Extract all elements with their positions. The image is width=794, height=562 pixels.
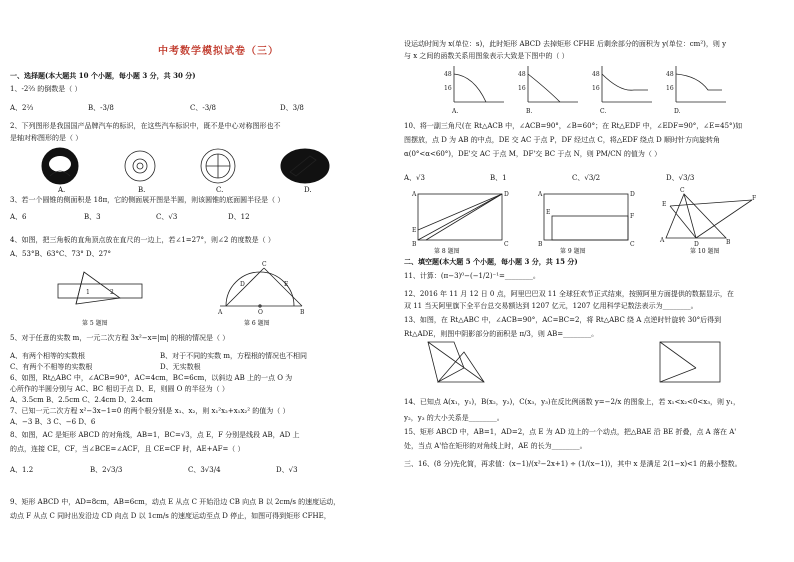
svg-text:C: C (630, 241, 635, 248)
svg-text:48: 48 (444, 71, 452, 78)
q1-stem: 1、-2⅔ 的倒数是（ ） (10, 85, 82, 93)
q2-label-b: B. (138, 186, 146, 194)
q2-car-logos (40, 146, 340, 190)
svg-text:B: B (726, 239, 731, 246)
q10-option-b: B、1 (490, 174, 507, 182)
q1-option-d: D、3/8 (280, 104, 304, 112)
q6-options: A、3.5cm B、2.5cm C、2.4cm D、2.4cm (10, 396, 153, 404)
q4-line2: A、53°B、63°C、73° D、27° (10, 250, 112, 258)
svg-text:D: D (240, 281, 245, 288)
q9-line1: 9、矩形 ABCD 中，AD=8cm，AB=6cm，动点 E 从点 C 开始沿边 CB 向点 B 以 2cm/s 的速度运动， (10, 498, 341, 506)
q5-option-c: C、有两个不相等的实数根 (10, 363, 93, 371)
q16: 三、16、(8 分)先化简，再求值：(x−1)/(x²−2x+1) ÷ (1/(x−1))，其中 x 是满足 2(1−x)<1 的最小整数。 (404, 460, 742, 468)
q2-label-d: D. (304, 186, 312, 194)
page-title: 中考数学模拟试卷（三） (158, 46, 279, 57)
q10-option-c: C、√3/2 (572, 174, 601, 182)
q9-graph-b (518, 66, 578, 102)
svg-text:F: F (630, 213, 635, 220)
svg-text:F: F (752, 195, 757, 202)
q1-option-b: B、-3/8 (88, 104, 114, 112)
svg-text:16: 16 (592, 85, 600, 92)
svg-text:C: C (262, 261, 267, 268)
q10-option-a: A、√3 (404, 174, 425, 182)
svg-text:16: 16 (518, 85, 526, 92)
svg-text:E: E (284, 281, 289, 288)
q9-graph-label-d: D. (674, 108, 681, 115)
q5-option-d: D、无实数根 (160, 363, 201, 371)
svg-text:2: 2 (110, 289, 114, 296)
fig9-caption: 第 9 题图 (560, 248, 586, 255)
svg-text:48: 48 (592, 71, 600, 78)
svg-text:E: E (546, 209, 551, 216)
q3-line1: 3、若一个圆锥的侧面积是 18π，它的侧面展开图是半圆，则该圆锥的底面圆半径是（ ） (10, 196, 285, 204)
fig5-caption: 第 5 题图 (82, 320, 108, 327)
q9-graph-label-b: B. (526, 108, 533, 115)
svg-text:48: 48 (666, 71, 674, 78)
q8-option-a: A、1.2 (10, 466, 34, 474)
svg-text:D: D (630, 191, 635, 198)
q9-graph-d (666, 66, 726, 102)
fig8-rectangle (412, 190, 508, 246)
svg-text:C: C (680, 187, 685, 194)
q9-line3: 设运动时间为 x(单位：s)，此时矩形 ABCD 去掉矩形 CFHE 后剩余部分的面积为 y(单位：cm²)，则 y (404, 40, 727, 48)
svg-text:A: A (218, 309, 223, 316)
q13-line2: Rt△ADE，则图中阴影部分的面积是 π/3，则 AB=________。 (404, 330, 599, 338)
q15-line2: 处，当点 A'恰在矩形的对角线上时，AE 的长为________。 (404, 442, 587, 450)
svg-text:O: O (258, 309, 263, 316)
q13-line1: 13、如图，在 Rt△ABC 中，∠ACB=90°，AC=BC=2，将 Rt△ABC 绕 A 点逆时针旋转 30°后得到 (404, 316, 722, 324)
q10-option-d: D、√3/3 (666, 174, 695, 182)
q12-line2: 双 11 当天阿里旗下全平台总交易额达到 1207 亿元，1207 亿用科学记数法表示为________。 (404, 302, 698, 310)
svg-text:D: D (504, 191, 509, 198)
q11: 11、计算：(π−3)⁰−(−1/2)⁻¹=________。 (404, 272, 540, 280)
q15-line1: 15、矩形 ABCD 中，AB=1，AD=2，点 E 为 AD 边上的一个动点，把△BAE 沿 BE 折叠，点 A 落在 A' (404, 428, 737, 436)
fig10-triangles (660, 187, 760, 248)
logo-c (201, 149, 235, 183)
q8-line1: 8、如图，AC 是矩形 ABCD 的对角线，AB=1，BC=√3，点 E，F 分别是线段 AB，AD 上 (10, 431, 300, 439)
q6-line1: 6、如图，Rt△ABC 中，∠ACB=90°，AC=4cm，BC=6cm，以斜边 AB 上的一点 O 为 (10, 374, 293, 382)
fig6-caption: 第 6 题图 (244, 320, 270, 327)
q1-option-c: C、-3/8 (190, 104, 216, 112)
q8-option-d: D、√3 (276, 466, 298, 474)
q8-option-b: B、2√3/3 (90, 466, 123, 474)
q3-option-a: A、6 (10, 213, 27, 221)
q12-line1: 12、2016 年 11 月 12 日 0 点，阿里巴巴双 11 全球狂欢节正式结束，按照阿里方面提供的数据显示，在 (404, 290, 734, 298)
q9-line4: 与 x 之间的函数关系用图象表示大致是下图中的（ ） (404, 52, 569, 60)
svg-text:D: D (694, 241, 699, 248)
q5-option-b: B、对于不同的实数 m，方程根的情况也不相同 (160, 352, 308, 360)
fig8-caption: 第 8 题图 (434, 248, 460, 255)
q10-line3: α(0°<α<60°)，DE'交 AC 于点 M，DF'交 BC 于点 N，则 PM/CN 的值为（ ） (404, 150, 662, 158)
svg-text:E: E (662, 201, 667, 208)
svg-text:B: B (300, 309, 305, 316)
svg-text:A: A (538, 191, 543, 198)
fig15-rectangle (656, 338, 726, 388)
fig13-shaded-triangles (424, 338, 494, 388)
q9-graph-a (444, 66, 504, 102)
svg-text:16: 16 (666, 85, 674, 92)
q10-line2: 图摆放，点 D 为 AB 的中点，DE 交 AC 于点 P，DF 经过点 C，将△EDF 绕点 D 顺时针方向旋转角 (404, 136, 720, 144)
fig5-ruler-triangle (56, 264, 146, 314)
svg-text:A: A (660, 237, 665, 244)
logo-a (42, 148, 78, 184)
svg-text:E: E (412, 227, 417, 234)
q9-graph-label-c: C. (600, 108, 607, 115)
q14-line1: 14、已知点 A(x₁，y₁)，B(x₂，y₂)，C(x₃，y₃)在反比例函数 y=−2/x 的图象上，若 x₁<x₂<0<x₃，则 y₁， (404, 398, 741, 406)
fig9-rectangle (538, 190, 634, 246)
logo-d (281, 149, 329, 183)
q3-option-d: D、12 (228, 213, 250, 221)
q2-line1: 2、下列图形是我国国产品牌汽车的标识，在这些汽车标识中，既不是中心对称图形也不 (10, 122, 281, 130)
q6-line2: 心所作的半圆分别与 AC、BC 相切于点 D、E，则圆 O 的半径为（ ） (10, 385, 229, 393)
svg-text:B: B (538, 241, 543, 248)
q5-option-a: A、有两个相等的实数根 (10, 352, 86, 360)
q3-option-b: B、3 (84, 213, 101, 221)
q10-line1: 10、将一副三角尺(在 Rt△ACB 中，∠ACB=90°，∠B=60°；在 Rt△EDF 中，∠EDF=90°，∠E=45°)如 (404, 122, 743, 130)
q9-graphs (444, 62, 734, 110)
q4-line1: 4、如图，把三角板的直角顶点放在直尺的一边上，若∠1=27°，则∠2 的度数是（ ） (10, 236, 275, 244)
q9-graph-label-a: A. (452, 108, 459, 115)
svg-text:16: 16 (444, 85, 452, 92)
q7-options: A、−3 B、3 C、−6 D、6 (10, 418, 96, 426)
section-choice-heading: 一、选择题(本大题共 10 个小题，每小题 3 分，共 30 分) (10, 71, 196, 80)
fig6-semicircle (218, 262, 308, 316)
q9-graph-c (592, 66, 652, 102)
svg-text:48: 48 (518, 71, 526, 78)
svg-text:C: C (504, 241, 509, 248)
q5-line1: 5、对于任意的实数 m，一元二次方程 3x²−x=|m| 的根的情况是（ ） (10, 334, 230, 342)
logo-b (125, 151, 155, 181)
q1-option-a: A、2⅔ (10, 104, 34, 112)
q3-option-c: C、√3 (156, 213, 178, 221)
q14-line2: y₂，y₃ 的大小关系是________。 (404, 414, 504, 422)
q8-option-c: C、3√3/4 (188, 466, 221, 474)
q2-label-a: A. (58, 186, 66, 194)
svg-text:A: A (412, 191, 417, 198)
fig10-caption: 第 10 题图 (690, 248, 720, 255)
section-fill-heading: 二、填空题(本大题 5 个小题，每小题 3 分，共 15 分) (404, 257, 578, 266)
q7-line1: 7、已知一元二次方程 x²−3x−1=0 的两个根分别是 x₁、x₂，则 x₁²x₂+x₁x₂² 的值为（ ） (10, 407, 290, 415)
svg-text:B: B (412, 241, 417, 248)
svg-text:1: 1 (86, 289, 90, 296)
q2-line2: 是轴对称图形的是（ ） (10, 134, 83, 142)
q2-label-c: C. (216, 186, 224, 194)
q9-line2: 动点 F 从点 C 同时出发沿边 CD 向点 D 以 1cm/s 的速度运动至点 D 停止，如图可得到矩形 CFHE， (10, 512, 331, 520)
q8-line2: 的点，连接 CE，CF，当∠BCE=∠ACF，且 CE=CF 时，AE+AF=（ ） (10, 445, 245, 453)
